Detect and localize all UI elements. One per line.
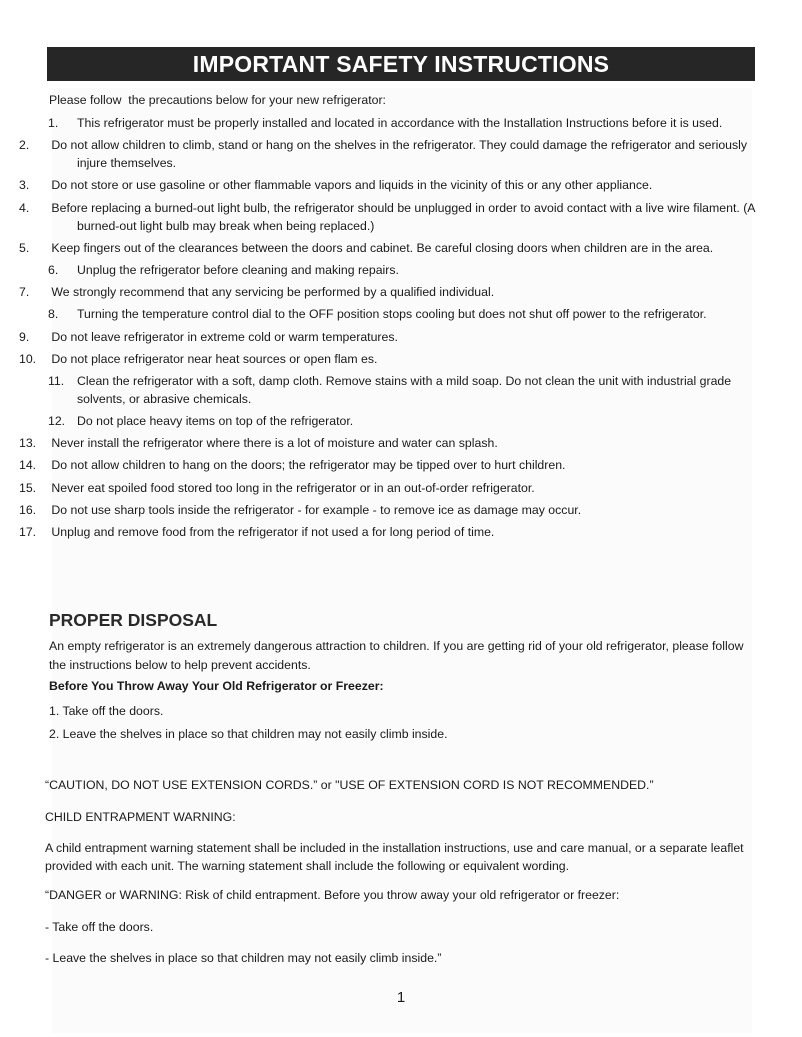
item-text: This refrigerator must be properly installed and located in accordance with the Installation Instructions before it is used. [77,116,723,130]
list-item [48,372,760,408]
item-number: 1. [48,116,59,130]
list-item: 1. Take off the doors. [49,704,164,718]
page-number: 1 [396,989,406,1006]
item-text: Do not place heavy items on top of the refrigerator. [77,414,354,429]
safety-instructions-list [19,114,760,545]
list-item: 4. Before replacing a burned-out light bulb, the refrigerator should be unplugged in order to avoid contact with a live wire filament. (A burned-out light bulb may break when being replaced.) [19,200,755,233]
item-text: Unplug the refrigerator before cleaning and making repairs. [77,262,399,277]
disposal-heading: PROPER DISPOSAL [49,610,218,630]
item-text: Turning the temperature control dial to the OFF position stops cooling but does not shut off power to the refrigerator. [77,307,707,322]
item-number: 12. [48,414,66,429]
list-item [48,114,760,132]
disposal-paragraph: An empty refrigerator is an extremely dangerous attraction to children. If you are getting rid of your old refrigerator, please follow the instructions below to help prevent accidents. [49,639,744,672]
list-item: 13. Never install the refrigerator where there is a lot of moisture and water can splash. [19,436,498,451]
list-item: 5. Keep fingers out of the clearances between the doors and cabinet. Be careful closing doors when children are in the area. [19,240,714,255]
entrapment-paragraph: A child entrapment warning statement shall be included in the installation instructions, use and care manual, or a separate leaflet provided with each unit. The warning statement shall include the following or equivalent wording. [45,841,744,873]
list-item: 15. Never eat spoiled food stored too long in the refrigerator or in an out-of-order refrigerator. [19,480,535,495]
item-text: Before replacing a burned-out light bulb, the refrigerator should be unplugged in order to avoid contact with a live wire filament. (A burned-out light bulb may break when being replaced.) [51,200,755,233]
list-item: 9. Do not leave refrigerator in extreme cold or warm temperatures. [19,329,398,344]
item-text: Never eat spoiled food stored too long in the refrigerator or in an out-of-order refrigerator. [51,480,535,495]
item-text: Do not leave refrigerator in extreme cold or warm temperatures. [51,329,398,344]
list-item: 2. Leave the shelves in place so that children may not easily climb inside. [49,726,448,741]
list-item: 17. Unplug and remove food from the refrigerator if not used a for long period of time. [19,525,495,539]
item-text: Do not allow children to hang on the doors; the refrigerator may be tipped over to hurt children. [51,458,566,473]
list-item [48,261,760,279]
item-number: 11. [48,373,65,388]
list-item: 2. Do not allow children to climb, stand or hang on the shelves in the refrigerator. They could damage the refrigerator and seriously injure themselves. [19,138,748,171]
list-item [48,305,760,323]
entrapment-heading: CHILD ENTRAPMENT WARNING: [45,810,236,824]
item-number: 6. [48,262,59,277]
item-text: Keep fingers out of the clearances between the doors and cabinet. Be careful closing doors when children are in the area. [51,240,714,255]
list-item: 3. Do not store or use gasoline or other flammable vapors and liquids in the vicinity of this or any other appliance. [19,178,653,193]
item-text: Do not place refrigerator near heat sources or open flam es. [51,351,378,366]
item-text: Do not allow children to climb, stand or hang on the shelves in the refrigerator. They could damage the refrigerator and seriously injure themselves. [51,138,748,171]
item-number: 8. [48,307,59,322]
page-title: IMPORTANT SAFETY INSTRUCTIONS [192,50,610,77]
header-bar [47,47,755,81]
list-item: 14. Do not allow children to hang on the doors; the refrigerator may be tipped over to hurt children. [19,458,566,473]
danger-text: “DANGER or WARNING: Risk of child entrapment. Before you throw away your old refrigerator or freezer: [45,888,620,902]
disposal-subheading: Before You Throw Away Your Old Refrigerator or Freezer: [49,679,384,693]
item-text: Do not store or use gasoline or other flammable vapors and liquids in the vicinity of this or any other appliance. [51,178,653,193]
item-text: Clean the refrigerator with a soft, damp cloth. Remove stains with a mild soap. Do not clean the unit with industrial grade solvents, or abrasive chemicals. [77,373,732,406]
item-text: Unplug and remove food from the refrigerator if not used a for long period of time. [51,525,495,539]
intro-text: Please follow the precautions below for your new refrigerator: [49,93,386,107]
list-item: 7. We strongly recommend that any servicing be performed by a qualified individual. [19,285,495,300]
item-text: Never install the refrigerator where there is a lot of moisture and water can splash. [51,436,498,451]
disposal-steps [49,700,448,745]
dash-item: - Take off the doors. [45,920,154,934]
item-text: We strongly recommend that any servicing be performed by a qualified individual. [51,285,495,300]
caution-text: “CAUTION, DO NOT USE EXTENSION CORDS.” or "USE OF EXTENSION CORD IS NOT RECOMMENDED.” [45,778,654,792]
item-text: Do not use sharp tools inside the refrigerator - for example - to remove ice as damage may occur. [51,502,582,517]
list-item: 10. Do not place refrigerator near heat sources or open flam es. [19,351,378,366]
list-item: 16. Do not use sharp tools inside the refrigerator - for example - to remove ice as damage may occur. [19,502,582,517]
list-item [48,412,760,430]
dash-item: - Leave the shelves in place so that children may not easily climb inside.” [45,951,442,965]
